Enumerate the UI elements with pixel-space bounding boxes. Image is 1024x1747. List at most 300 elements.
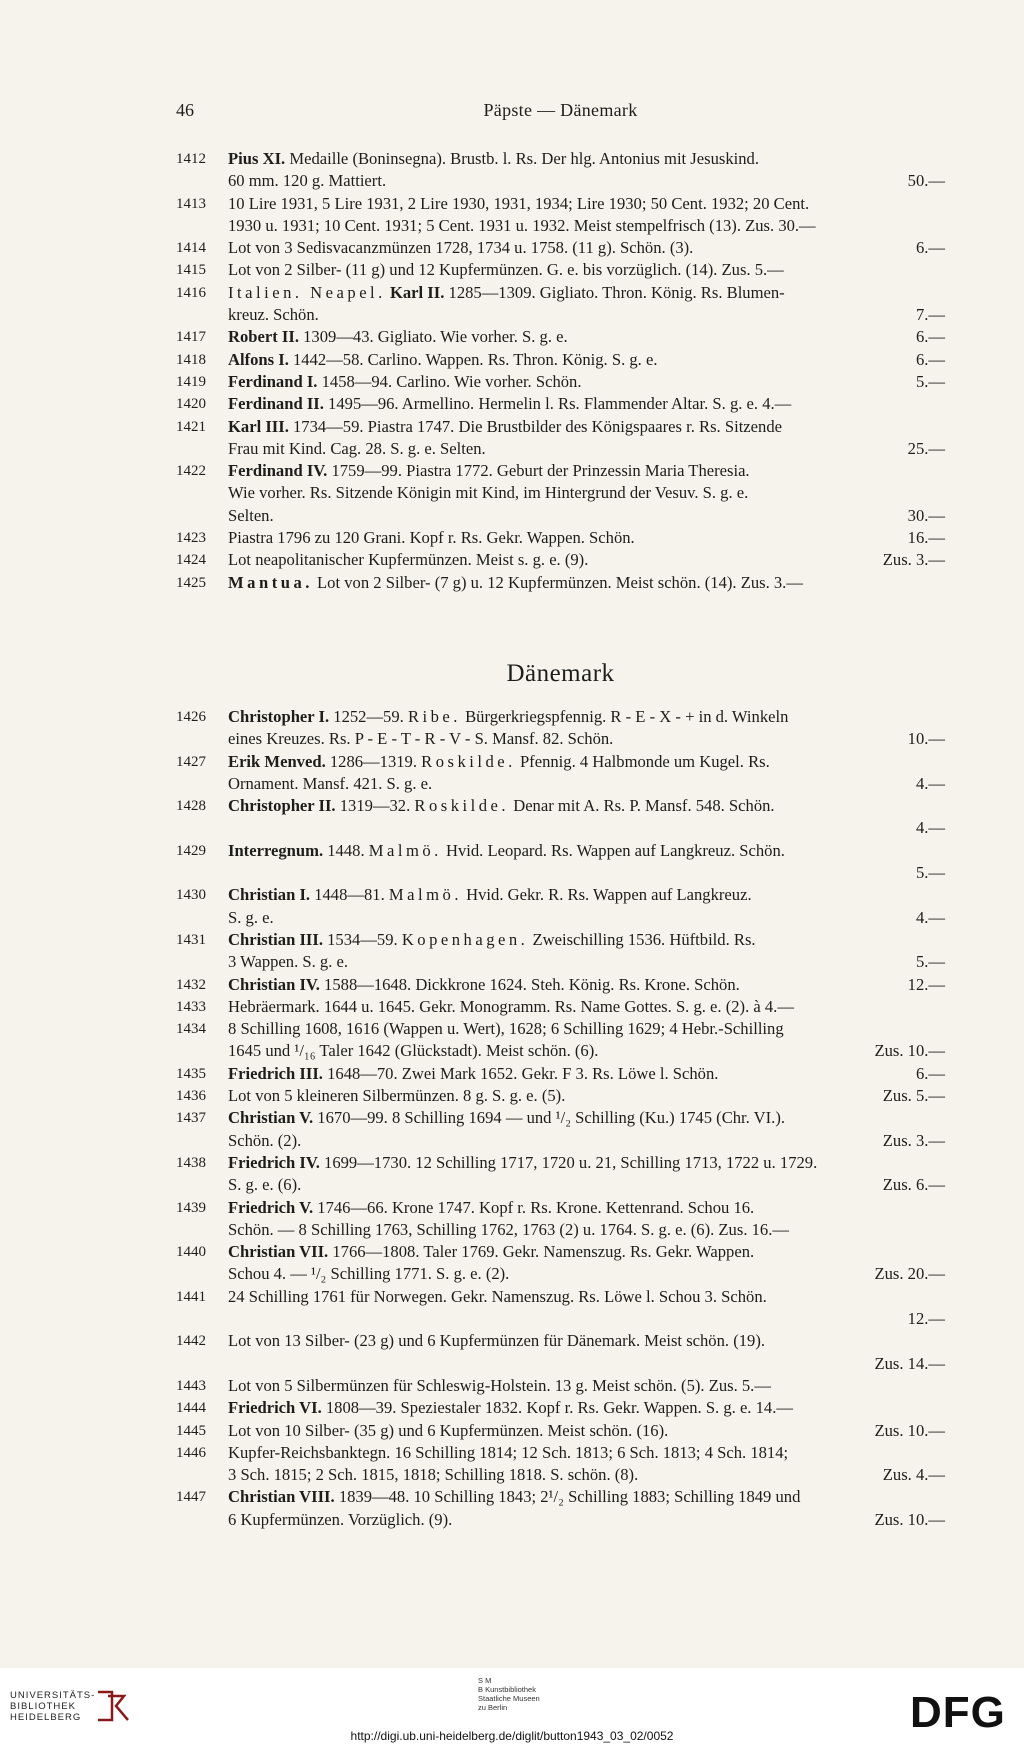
ruler-name: Ferdinand II. — [228, 394, 324, 414]
estimate-price: 6.— — [915, 327, 945, 347]
catalog-entry — [176, 974, 945, 996]
entry-text — [228, 1018, 784, 1040]
lot-number: 1440 — [176, 1244, 206, 1261]
entry-text — [228, 1442, 788, 1464]
entry-line — [228, 505, 945, 527]
catalog-entry — [176, 840, 945, 885]
entry-line — [228, 840, 945, 862]
lot-number: 1437 — [176, 1110, 206, 1127]
estimate-price: 25.— — [907, 438, 945, 458]
entry-line — [228, 728, 945, 750]
entry-line — [228, 193, 945, 215]
description: Lot von 2 Silber- (7 g) u. 12 Kupfermünzen. Meist schön. (14). Zus. 3.— — [312, 572, 803, 592]
lot-number: 1422 — [176, 463, 206, 480]
entry-line — [228, 1241, 945, 1263]
lot-number: 1435 — [176, 1065, 206, 1082]
lot-number: 1442 — [176, 1333, 206, 1350]
estimate-price: 5.— — [915, 371, 945, 391]
mint-place: Roskilde. — [421, 751, 516, 771]
description: 1319—32. — [335, 796, 415, 816]
entry-text — [228, 505, 274, 527]
catalog-entry — [176, 1241, 945, 1286]
entry-line — [228, 326, 945, 348]
estimate-price: 7.— — [915, 305, 945, 325]
entry-line — [228, 1197, 945, 1219]
estimate-price: 6.— — [915, 1063, 945, 1083]
entry-text — [228, 884, 752, 906]
estimate-price: 4.— — [915, 907, 945, 927]
description: 1699—1730. 12 Schilling 1717, 1720 u. 21, Schilling 1713, 1722 u. 1729. — [319, 1152, 818, 1172]
entry-text — [228, 974, 740, 996]
catalog-entry — [176, 795, 945, 840]
entry-line — [228, 1375, 945, 1397]
entry-text — [228, 1420, 668, 1442]
ruler-name: Christian VIII. — [228, 1487, 335, 1507]
entry-line — [228, 1509, 945, 1531]
catalog-entry — [176, 1107, 945, 1152]
description: Hvid. Leopard. Rs. Wappen auf Langkreuz. Schön. — [441, 840, 785, 860]
lot-number: 1447 — [176, 1489, 206, 1506]
description: Zweischilling 1536. Hüftbild. Rs. — [528, 929, 756, 949]
lot-number: 1430 — [176, 887, 206, 904]
lot-number: 1436 — [176, 1088, 206, 1105]
description: 1670—99. 8 Schilling 1694 — und ¹/₂ Schilling (Ku.) 1745 (Chr. VI.). — [313, 1108, 786, 1128]
description: 1534—59. — [322, 929, 402, 949]
catalog-entry — [176, 1085, 945, 1107]
entry-text — [228, 215, 816, 237]
description: Selten. — [228, 505, 274, 525]
description: 1648—70. Zwei Mark 1652. Gekr. F 3. Rs. Löwe l. Schön. — [322, 1063, 719, 1083]
estimate-price: Zus. 10.— — [874, 1041, 945, 1061]
catalog-entry — [176, 148, 945, 193]
entry-line — [228, 1263, 945, 1285]
entry-text — [228, 237, 693, 259]
entry-text — [228, 1063, 718, 1085]
lot-number: 1418 — [176, 351, 206, 368]
estimate-price: Zus. 3.— — [882, 550, 945, 570]
description: Pfennig. 4 Halbmonde um Kugel. Rs. — [515, 751, 770, 771]
description: 6 Kupfermünzen. Vorzüglich. (9). — [228, 1509, 453, 1529]
entry-text — [228, 929, 756, 951]
entry-line — [228, 170, 945, 192]
entry-text — [228, 549, 588, 571]
description: Lot neapolitanischer Kupfermünzen. Meist s. g. e. (9). — [228, 550, 589, 570]
ruler-name: Friedrich III. — [228, 1063, 323, 1083]
entry-text — [228, 1219, 789, 1241]
lot-number: 1414 — [176, 240, 206, 257]
catalog-entry — [176, 1197, 945, 1242]
entry-line — [228, 349, 945, 371]
catalog-entry — [176, 1286, 945, 1331]
estimate-price: 50.— — [907, 171, 945, 191]
description: Kupfer-Reichsbanktegn. 16 Schilling 1814; 12 Sch. 1813; 6 Sch. 1813; 4 Sch. 1814; — [228, 1442, 789, 1462]
catalog-entries-italy — [176, 148, 945, 594]
entry-line — [228, 416, 945, 438]
entry-text — [228, 751, 770, 773]
entry-line — [228, 393, 945, 415]
entry-text — [228, 1040, 598, 1062]
catalog-entry — [176, 1420, 945, 1442]
mint-place: Italien. Neapel. — [228, 282, 386, 302]
lot-number: 1438 — [176, 1154, 206, 1171]
description: Hvid. Gekr. R. Rs. Wappen auf Langkreuz. — [461, 885, 752, 905]
ruler-name: Karl II. — [385, 282, 445, 302]
description: 10 Lire 1931, 5 Lire 1931, 2 Lire 1930, 1931, 1934; Lire 1930; 50 Cent. 1932; 20 Cent. — [228, 193, 810, 213]
ruler-name: Karl III. — [228, 416, 289, 436]
entry-text — [228, 170, 386, 192]
entry-text — [228, 1263, 509, 1285]
description: 1645 und ¹/₁₆ Taler 1642 (Glückstadt). Meist schön. (6). — [228, 1041, 599, 1061]
entry-line — [228, 1442, 945, 1464]
catalog-entry — [176, 193, 945, 238]
lot-number: 1425 — [176, 574, 206, 591]
estimate-price: 10.— — [907, 729, 945, 749]
entry-text — [228, 572, 803, 594]
entry-line — [228, 884, 945, 906]
entry-text — [228, 460, 750, 482]
catalog-entry — [176, 326, 945, 348]
catalog-entry — [176, 706, 945, 751]
entry-line — [228, 1063, 945, 1085]
estimate-price: 16.— — [907, 528, 945, 548]
entry-line — [228, 1308, 945, 1330]
entry-line — [228, 706, 945, 728]
description: Bürgerkriegspfennig. R - E - X - + in d. Winkeln — [460, 707, 789, 726]
description: 1930 u. 1931; 10 Cent. 1931; 5 Cent. 1931 u. 1932. Meist stempelfrisch (13). Zus. 30.— — [228, 215, 816, 235]
estimate-price: Zus. 4.— — [882, 1465, 945, 1485]
lot-number: 1417 — [176, 329, 206, 346]
entry-text — [228, 1107, 785, 1129]
ruler-name: Christopher I. — [228, 707, 330, 726]
entry-text — [228, 482, 748, 504]
entry-line — [228, 1040, 945, 1062]
estimate-price: Zus. 20.— — [874, 1264, 945, 1284]
ruler-name: Friedrich VI. — [228, 1398, 322, 1418]
estimate-price: 30.— — [907, 505, 945, 525]
description: Lot von 5 kleineren Silbermünzen. 8 g. S. g. e. (5). — [228, 1086, 566, 1106]
estimate-price: Zus. 10.— — [874, 1509, 945, 1529]
description: Lot von 3 Sedisvacanzmünzen 1728, 1734 u. 1758. (11 g). Schön. (3). — [228, 238, 694, 258]
ub-emblem-icon — [94, 1686, 134, 1726]
entry-text — [228, 1241, 754, 1263]
lot-number: 1413 — [176, 195, 206, 212]
lot-number: 1426 — [176, 709, 206, 725]
entry-line — [228, 1219, 945, 1241]
lot-number: 1428 — [176, 798, 206, 815]
entry-line — [228, 1152, 945, 1174]
smb-line: Staatliche Museen — [478, 1694, 540, 1703]
mint-place: Malmö. — [368, 840, 442, 860]
description: Piastra 1796 zu 120 Grani. Kopf r. Rs. Gekr. Wappen. Schön. — [228, 528, 635, 548]
catalog-entry — [176, 237, 945, 259]
catalog-entry — [176, 751, 945, 796]
description: 1808—39. Speziestaler 1832. Kopf r. Rs. Gekr. Wappen. S. g. e. 14.— — [321, 1398, 793, 1418]
entry-line — [228, 929, 945, 951]
estimate-price: 5.— — [915, 952, 945, 972]
description: 60 mm. 120 g. Mattiert. — [228, 171, 387, 191]
mint-place: Roskilde. — [414, 796, 510, 816]
lot-number: 1433 — [176, 998, 206, 1015]
catalog-entry — [176, 1018, 945, 1063]
estimate-price: 4.— — [915, 818, 945, 838]
entry-text — [228, 326, 568, 348]
lot-number: 1432 — [176, 976, 206, 993]
entry-line — [228, 751, 945, 773]
catalog-entry — [176, 527, 945, 549]
lot-number: 1429 — [176, 842, 206, 859]
entry-text — [228, 728, 613, 750]
lot-number: 1416 — [176, 284, 206, 301]
description: Lot von 10 Silber- (35 g) und 6 Kupfermünzen. Meist schön. (16). — [228, 1420, 669, 1440]
entry-line — [228, 237, 945, 259]
entry-line — [228, 974, 945, 996]
place-name: Mantua. — [228, 572, 313, 592]
estimate-price: 12.— — [907, 1309, 945, 1329]
description: Hebräermark. 1644 u. 1645. Gekr. Monogramm. Rs. Name Gottes. S. g. e. (2). à 4.— — [228, 996, 794, 1016]
entry-line — [228, 1353, 945, 1375]
description: Schön. — 8 Schilling 1763, Schilling 1762, 1763 (2) u. 1764. S. g. e. (6). Zus. 16.— — [228, 1219, 789, 1239]
ruler-name: Christian III. — [228, 929, 323, 949]
description: 8 Schilling 1608, 1616 (Wappen u. Wert), 1628; 6 Schilling 1629; 4 Hebr.-Schilling — [228, 1019, 784, 1039]
footer-bar — [0, 1668, 1024, 1747]
estimate-price: Zus. 3.— — [882, 1130, 945, 1150]
lot-number: 1412 — [176, 151, 206, 167]
entry-line — [228, 215, 945, 237]
entry-line — [228, 1420, 945, 1442]
description: 1285—1309. Gigliato. Thron. König. Rs. Blumen- — [444, 282, 785, 302]
entry-text — [228, 951, 348, 973]
catalog-entries-daenemark — [176, 706, 945, 1531]
ruler-name: Ferdinand IV. — [228, 461, 328, 481]
ub-heidelberg-logo[interactable] — [10, 1690, 95, 1723]
entry-text — [228, 795, 775, 817]
entry-line — [228, 148, 945, 170]
description: Lot von 5 Silbermünzen für Schleswig-Holstein. 13 g. Meist schön. (5). Zus. 5.— — [228, 1375, 771, 1395]
entry-text — [228, 371, 582, 393]
lot-number: 1445 — [176, 1422, 206, 1439]
description: Denar mit A. Rs. P. Mansf. 548. Schön. — [509, 796, 775, 816]
lot-number: 1439 — [176, 1199, 206, 1216]
entry-text — [228, 1375, 771, 1397]
entry-line — [228, 1464, 945, 1486]
entry-text — [228, 1397, 793, 1419]
ruler-name: Ferdinand I. — [228, 371, 318, 391]
entry-line — [228, 773, 945, 795]
lot-number: 1444 — [176, 1400, 206, 1417]
description: Wie vorher. Rs. Sitzende Königin mit Kind, im Hintergrund der Vesuv. S. g. e. — [228, 483, 749, 503]
entry-line — [228, 996, 945, 1018]
mint-place: Ribe. — [407, 707, 461, 726]
entry-text — [228, 148, 759, 170]
estimate-price: Zus. 14.— — [874, 1353, 945, 1373]
entry-line — [228, 371, 945, 393]
lot-number: 1443 — [176, 1377, 206, 1394]
description: 1442—58. Carlino. Wappen. Rs. Thron. König. S. g. e. — [288, 349, 658, 369]
entry-line — [228, 795, 945, 817]
entry-text — [228, 193, 809, 215]
entry-line — [228, 438, 945, 460]
description: 1495—96. Armellino. Hermelin l. Rs. Flammender Altar. S. g. e. 4.— — [323, 394, 792, 414]
entry-text — [228, 527, 635, 549]
catalog-entry — [176, 371, 945, 393]
description: Schön. (2). — [228, 1130, 302, 1150]
catalog-entry — [176, 929, 945, 974]
catalog-entry — [176, 349, 945, 371]
description: 1252—59. — [329, 707, 408, 726]
estimate-price: Zus. 5.— — [882, 1086, 945, 1106]
source-url-link[interactable]: http://digi.ub.uni-heidelberg.de/diglit/button1943_03_02/0052 — [350, 1729, 674, 1743]
entry-line — [228, 951, 945, 973]
catalog-entry — [176, 1397, 945, 1419]
entry-text — [228, 1152, 817, 1174]
entry-text — [228, 1286, 767, 1308]
mint-place: Kopenhagen. — [401, 929, 529, 949]
ruler-name: Erik Menved. — [228, 751, 326, 771]
catalog-entry — [176, 1375, 945, 1397]
estimate-price: 4.— — [915, 773, 945, 793]
lot-number: 1441 — [176, 1288, 206, 1305]
entry-text — [228, 282, 785, 304]
entry-line — [228, 1018, 945, 1040]
entry-text — [228, 996, 794, 1018]
description: Medaille (Boninsegna). Brustb. l. Rs. Der hlg. Antonius mit Jesuskind. — [285, 149, 759, 168]
description: Lot von 13 Silber- (23 g) und 6 Kupfermünzen für Dänemark. Meist schön. (19). — [228, 1331, 765, 1351]
ruler-name: Friedrich IV. — [228, 1152, 320, 1172]
catalog-entry — [176, 884, 945, 929]
description: 3 Wappen. S. g. e. — [228, 952, 349, 972]
page-number: 46 — [176, 100, 194, 120]
description: 24 Schilling 1761 für Norwegen. Gekr. Namenszug. Rs. Löwe l. Schou 3. Schön. — [228, 1286, 767, 1306]
ruler-name: Interregnum. — [228, 840, 324, 860]
lot-number: 1424 — [176, 552, 206, 569]
description: Schou 4. — ¹/₂ Schilling 1771. S. g. e. (2). — [228, 1264, 510, 1284]
entry-text — [228, 1197, 754, 1219]
entry-text — [228, 1330, 765, 1352]
description: eines Kreuzes. Rs. P - E - T - R - V - S. Mansf. 82. Schön. — [228, 729, 614, 749]
library-line: BIBLIOTHEK — [10, 1701, 76, 1712]
catalog-entry — [176, 1063, 945, 1085]
catalog-entry — [176, 1442, 945, 1487]
description: 1839—48. 10 Schilling 1843; 2¹/₂ Schilling 1883; Schilling 1849 und — [334, 1487, 801, 1507]
catalog-entry — [176, 1152, 945, 1197]
description: 1309—43. Gigliato. Wie vorher. S. g. e. — [298, 327, 568, 347]
catalog-entry — [176, 282, 945, 327]
estimate-price: 6.— — [915, 349, 945, 369]
catalog-entry — [176, 393, 945, 415]
entry-line — [228, 282, 945, 304]
smb-line: S M — [478, 1676, 492, 1685]
entry-line — [228, 1085, 945, 1107]
ruler-name: Pius XI. — [228, 149, 286, 168]
estimate-price: Zus. 6.— — [882, 1175, 945, 1195]
ruler-name: Christian I. — [228, 885, 311, 905]
entry-text — [228, 840, 785, 862]
catalog-entry — [176, 572, 945, 594]
entry-line — [228, 1486, 945, 1508]
entry-text — [228, 416, 782, 438]
entry-line — [228, 1174, 945, 1196]
page-header — [176, 100, 945, 126]
running-title: Päpste — Dänemark — [483, 100, 638, 120]
estimate-price: 6.— — [915, 238, 945, 258]
smb-kunstbibliothek-logo[interactable] — [478, 1676, 540, 1712]
catalog-entry — [176, 1330, 945, 1375]
description: 1588—1648. Dickkrone 1624. Steh. König. Rs. Krone. Schön. — [319, 974, 740, 994]
entry-line — [228, 817, 945, 839]
ruler-name: Christian VII. — [228, 1242, 329, 1262]
entry-text — [228, 773, 432, 795]
entry-text — [228, 1509, 452, 1531]
catalog-entry — [176, 416, 945, 461]
estimate-price: 5.— — [915, 863, 945, 883]
entry-line — [228, 259, 945, 281]
description: 1759—99. Piastra 1772. Geburt der Prinzessin Maria Theresia. — [327, 461, 750, 481]
entry-line — [228, 304, 945, 326]
ruler-name: Robert II. — [228, 327, 299, 347]
entry-line — [228, 482, 945, 504]
catalog-entry — [176, 549, 945, 571]
entry-text — [228, 907, 274, 929]
ruler-name: Christopher II. — [228, 796, 336, 816]
entry-text — [228, 1464, 638, 1486]
entry-line — [228, 907, 945, 929]
entry-text — [228, 706, 788, 728]
lot-number: 1420 — [176, 396, 206, 413]
estimate-price: Zus. 10.— — [874, 1420, 945, 1440]
catalog-entry — [176, 460, 945, 527]
entry-text — [228, 259, 784, 281]
description: S. g. e. — [228, 907, 274, 927]
description: Ornament. Mansf. 421. S. g. e. — [228, 773, 433, 793]
library-line: UNIVERSITÄTS- — [10, 1690, 96, 1701]
description: S. g. e. (6). — [228, 1175, 302, 1195]
description: 3 Sch. 1815; 2 Sch. 1815, 1818; Schilling 1818. S. schön. (8). — [228, 1465, 639, 1485]
smb-line: B Kunstbibliothek — [478, 1685, 536, 1694]
entry-line — [228, 527, 945, 549]
entry-line — [228, 1286, 945, 1308]
description: Lot von 2 Silber- (11 g) und 12 Kupfermünzen. G. e. bis vorzüglich. (14). Zus. 5.— — [228, 260, 784, 280]
lot-number: 1431 — [176, 931, 206, 948]
description: Frau mit Kind. Cag. 28. S. g. e. Selten. — [228, 438, 486, 458]
description: 1448—81. — [310, 885, 389, 905]
catalog-entry — [176, 996, 945, 1018]
entry-text — [228, 393, 791, 415]
catalog-entry — [176, 259, 945, 281]
entry-text — [228, 304, 319, 326]
description: 1448. — [323, 840, 369, 860]
section-title-daenemark: Dänemark — [506, 660, 615, 687]
entry-line — [228, 1107, 945, 1129]
smb-line: zu Berlin — [478, 1703, 508, 1712]
dfg-logo[interactable]: DFG — [910, 1688, 1006, 1737]
entry-line — [228, 572, 945, 594]
entry-text — [228, 1174, 301, 1196]
lot-number: 1423 — [176, 530, 206, 547]
library-line: HEIDELBERG — [10, 1712, 82, 1723]
entry-text — [228, 349, 658, 371]
ruler-name: Alfons I. — [228, 349, 289, 369]
entry-line — [228, 1330, 945, 1352]
mint-place: Malmö. — [388, 885, 462, 905]
entry-line — [228, 1130, 945, 1152]
entry-text — [228, 438, 486, 460]
entry-line — [228, 1397, 945, 1419]
entry-line — [228, 549, 945, 571]
entry-line — [228, 862, 945, 884]
description: 1766—1808. Taler 1769. Gekr. Namenszug. Rs. Gekr. Wappen. — [328, 1242, 755, 1262]
ruler-name: Christian V. — [228, 1108, 314, 1128]
description: 1734—59. Piastra 1747. Die Brustbilder des Königspaares r. Rs. Sitzende — [288, 416, 782, 436]
